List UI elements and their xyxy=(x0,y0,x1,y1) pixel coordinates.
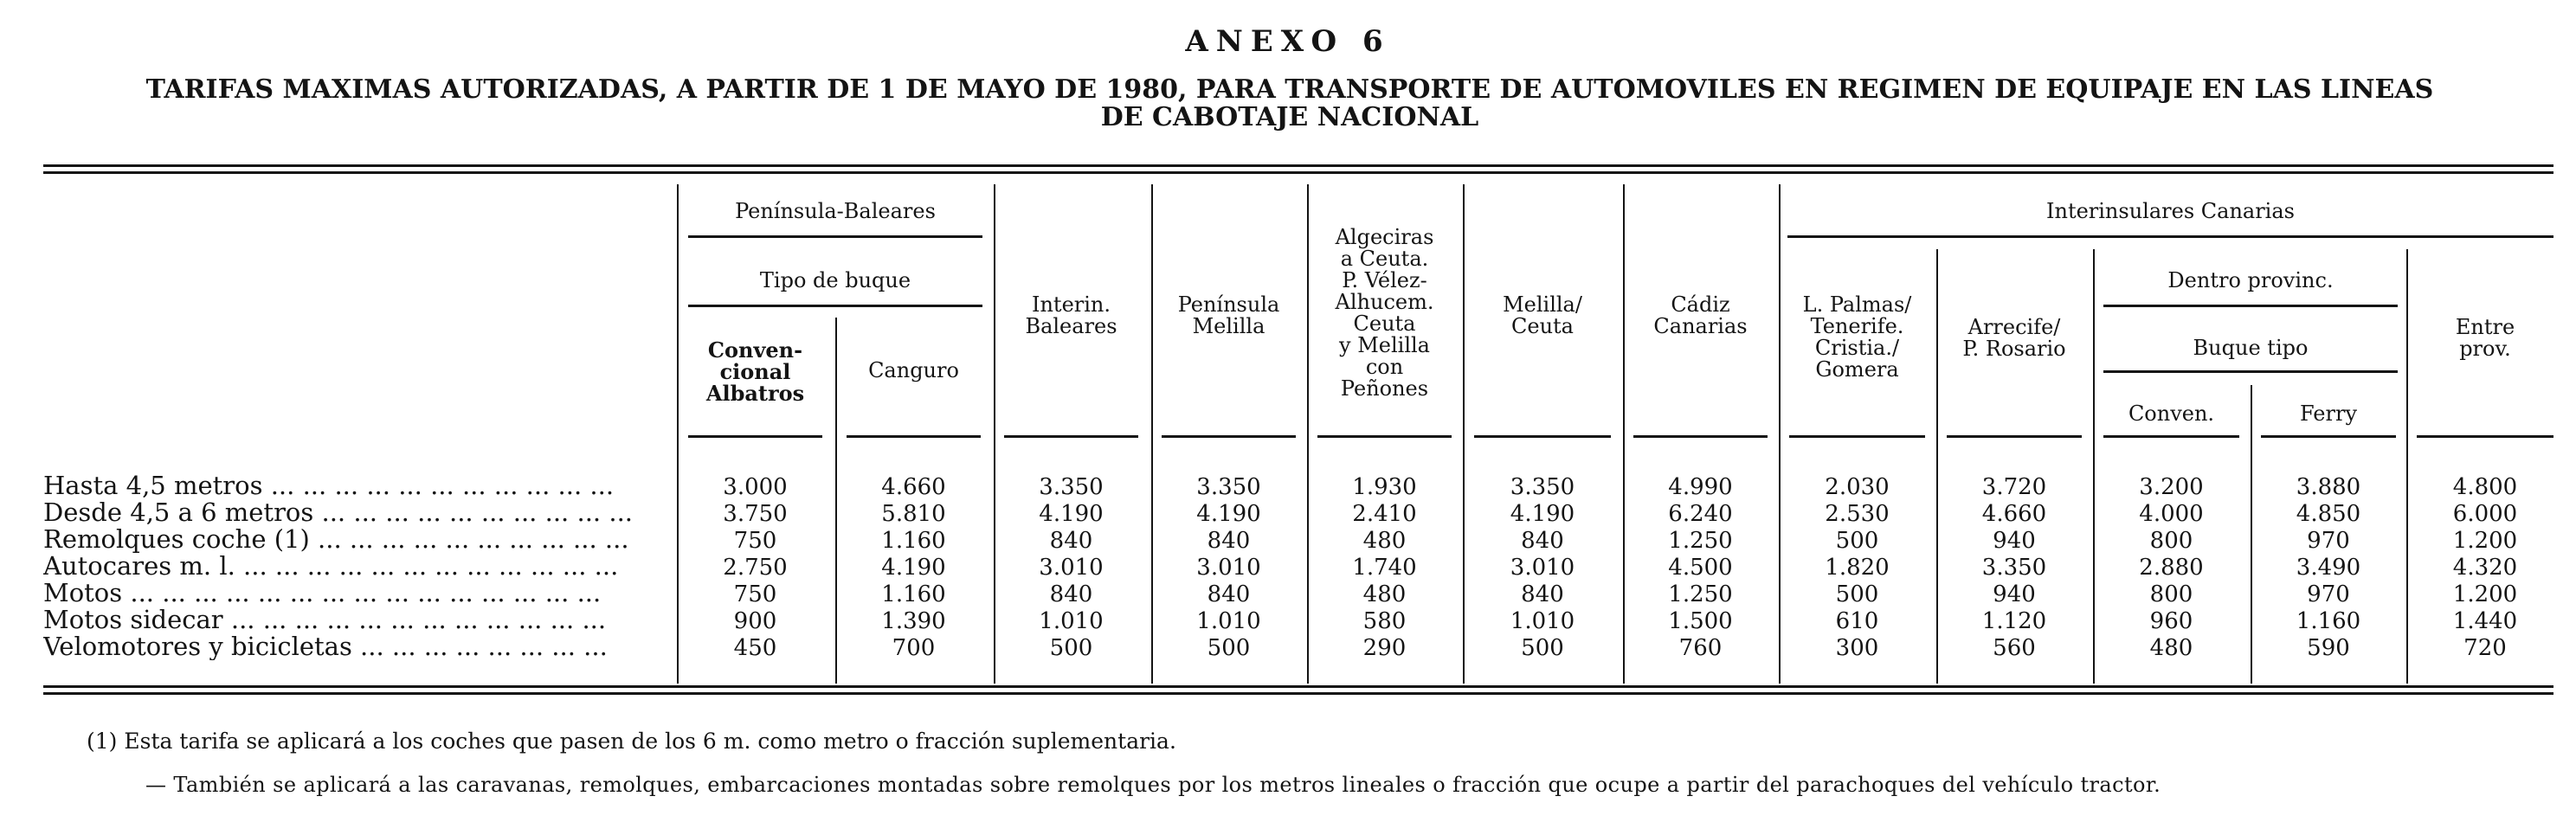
table-cell: 480 xyxy=(2149,635,2193,661)
header-rule xyxy=(2103,435,2239,438)
row-label: Motos sidecar ... ... ... ... ... ... ... ... ... ... ... ... xyxy=(43,607,607,633)
table-cell: 4.190 xyxy=(1039,501,1104,527)
table-cell: 1.440 xyxy=(2452,608,2518,634)
header-line: prov. xyxy=(2459,337,2511,361)
table-cell: 840 xyxy=(1207,581,1251,607)
header-line: Ceuta xyxy=(1353,311,1416,336)
header-line: Melilla xyxy=(1192,314,1265,338)
title-line-2: DE CABOTAJE NACIONAL xyxy=(1100,102,1479,132)
top-rule-inner xyxy=(43,171,2553,174)
table-cell: 700 xyxy=(892,635,936,661)
table-cell: 840 xyxy=(1521,528,1564,554)
table-cell: 5.810 xyxy=(881,501,946,527)
table-cell: 4.850 xyxy=(2296,501,2361,527)
table-cell: 4.660 xyxy=(1981,501,2047,527)
table-cell: 900 xyxy=(733,608,777,634)
header-rule xyxy=(2417,435,2553,438)
table-cell: 4.660 xyxy=(881,474,946,500)
group-rule xyxy=(2103,370,2398,373)
table-cell: 2.410 xyxy=(1352,501,1417,527)
header-line: Gomera xyxy=(1815,357,1899,382)
header-line: con xyxy=(1365,355,1404,379)
group-rule xyxy=(2103,305,2398,307)
table-cell: 750 xyxy=(733,581,777,607)
table-cell: 4.190 xyxy=(1510,501,1575,527)
annex-heading: ANEXO 6 xyxy=(1185,24,1391,59)
header-line: a Ceuta. xyxy=(1340,247,1429,271)
table-cell: 2.750 xyxy=(723,555,788,581)
header-line: Baleares xyxy=(1025,314,1117,338)
table-cell: 3.010 xyxy=(1039,555,1104,581)
divider xyxy=(677,184,679,684)
table-cell: 3.000 xyxy=(723,474,788,500)
table-cell: 1.010 xyxy=(1196,608,1261,634)
table-cell: 300 xyxy=(1835,635,1879,661)
table-cell: 450 xyxy=(733,635,777,661)
header-line: Peñones xyxy=(1340,376,1429,401)
table-cell: 4.000 xyxy=(2139,501,2204,527)
header-line: Conven- xyxy=(707,337,803,363)
table-cell: 940 xyxy=(1993,581,2036,607)
table-cell: 4.190 xyxy=(881,555,946,581)
header-line: Cristia./ xyxy=(1814,336,1900,360)
header-rule xyxy=(1162,435,1296,438)
table-cell: 480 xyxy=(1362,581,1407,607)
header-line: P. Vélez- xyxy=(1342,268,1427,292)
row-label: Velomotores y bicicletas ... ... ... ... ... ... ... ... xyxy=(43,633,608,660)
table-cell: 480 xyxy=(1362,528,1407,554)
header-melilla-ceuta xyxy=(1474,294,1611,337)
header-rule xyxy=(1474,435,1611,438)
header-lpalmas xyxy=(1789,294,1925,381)
header-rule xyxy=(847,435,981,438)
header-line: Ceuta xyxy=(1511,314,1574,338)
table-cell: 2.030 xyxy=(1825,474,1890,500)
table-cell: 3.750 xyxy=(723,501,788,527)
table-cell: 4.500 xyxy=(1668,555,1733,581)
header-line: Arrecife/ xyxy=(1967,315,2061,339)
table-cell: 3.720 xyxy=(1981,474,2047,500)
table-cell: 840 xyxy=(1049,528,1093,554)
header-interin-baleares xyxy=(1004,294,1138,337)
header-line: L. Palmas/ xyxy=(1802,292,1912,317)
header-line: Interin. xyxy=(1031,292,1111,317)
table-cell: 970 xyxy=(2307,528,2350,554)
group-rule xyxy=(688,305,982,307)
table-cell: 2.530 xyxy=(1825,501,1890,527)
table-cell: 3.490 xyxy=(2296,555,2361,581)
table-cell: 1.930 xyxy=(1352,474,1417,500)
header-line: P. Rosario xyxy=(1962,337,2066,361)
header-rule xyxy=(1947,435,2082,438)
header-convencional xyxy=(688,339,822,404)
table-cell: 720 xyxy=(2463,635,2507,661)
table-cell: 3.200 xyxy=(2139,474,2204,500)
header-line: Melilla/ xyxy=(1503,292,1582,317)
table-cell: 6.000 xyxy=(2452,501,2518,527)
header-line: y Melilla xyxy=(1339,333,1430,357)
divider xyxy=(1307,184,1309,684)
header-rule xyxy=(2261,435,2396,438)
header-line: Algeciras xyxy=(1335,225,1434,249)
bottom-rule xyxy=(43,685,2553,688)
title-line-1: TARIFAS MAXIMAS AUTORIZADAS, A PARTIR DE 1 DE MAYO DE 1980, PARA TRANSPORTE DE AUTOMOVILES EN REGIMEN DE EQUIPAJE EN LAS LINEAS xyxy=(145,74,2434,105)
table-cell: 3.880 xyxy=(2296,474,2361,500)
divider xyxy=(2093,249,2095,684)
header-line: Alhucem. xyxy=(1335,290,1434,314)
table-cell: 1.200 xyxy=(2452,528,2518,554)
divider xyxy=(994,184,995,684)
table-cell: 1.200 xyxy=(2452,581,2518,607)
header-line: Tenerife. xyxy=(1810,314,1904,338)
header-peninsula-melilla xyxy=(1162,294,1296,337)
table-cell: 4.190 xyxy=(1196,501,1261,527)
header-line: cional xyxy=(719,359,791,384)
header-line: Entre xyxy=(2455,315,2515,339)
table-cell: 2.880 xyxy=(2139,555,2204,581)
table-cell: 1.820 xyxy=(1825,555,1890,581)
row-label: Hasta 4,5 metros ... ... ... ... ... ... ... ... ... ... ... xyxy=(43,472,615,499)
divider xyxy=(1623,184,1625,684)
table-cell: 590 xyxy=(2307,635,2350,661)
table-cell: 1.160 xyxy=(2296,608,2361,634)
header-canguro: Canguro xyxy=(868,358,959,382)
header-cadiz-canarias xyxy=(1633,294,1768,337)
table-cell: 970 xyxy=(2307,581,2350,607)
header-peninsula-baleares: Península-Baleares xyxy=(735,199,936,223)
divider xyxy=(2406,249,2408,684)
header-rule xyxy=(1317,435,1452,438)
table-cell: 500 xyxy=(1835,581,1879,607)
group-rule xyxy=(688,235,982,238)
header-ferry: Ferry xyxy=(2299,401,2358,426)
table-cell: 1.740 xyxy=(1352,555,1417,581)
header-rule xyxy=(688,435,822,438)
table-cell: 1.120 xyxy=(1981,608,2047,634)
table-cell: 500 xyxy=(1207,635,1251,661)
table-cell: 4.320 xyxy=(2452,555,2518,581)
table-cell: 3.350 xyxy=(1039,474,1104,500)
footnote-2: — También se aplicará a las caravanas, remolques, embarcaciones montadas sobre remolques por los metros lineales o fracción que ocupe a partir del parachoques del vehículo tractor. xyxy=(145,773,2161,797)
divider xyxy=(1151,184,1153,684)
table-cell: 500 xyxy=(1521,635,1564,661)
top-rule xyxy=(43,164,2553,167)
table-cell: 3.010 xyxy=(1510,555,1575,581)
document-title xyxy=(113,76,2467,132)
header-tipo-buque: Tipo de buque xyxy=(759,268,911,292)
row-label: Autocares m. l. ... ... ... ... ... ... ... ... ... ... ... ... xyxy=(43,553,619,580)
table-cell: 580 xyxy=(1362,608,1407,634)
divider xyxy=(1779,184,1781,684)
table-cell: 1.010 xyxy=(1510,608,1575,634)
table-cell: 1.160 xyxy=(881,581,946,607)
table-cell: 1.160 xyxy=(881,528,946,554)
table-cell: 1.010 xyxy=(1039,608,1104,634)
table-cell: 940 xyxy=(1993,528,2036,554)
table-cell: 1.500 xyxy=(1668,608,1733,634)
table-cell: 960 xyxy=(2149,608,2193,634)
table-cell: 560 xyxy=(1993,635,2036,661)
table-cell: 800 xyxy=(2149,528,2193,554)
row-label: Desde 4,5 a 6 metros ... ... ... ... ... ... ... ... ... ... xyxy=(43,499,634,526)
header-conven: Conven. xyxy=(2128,401,2215,426)
table-cell: 800 xyxy=(2149,581,2193,607)
table-cell: 760 xyxy=(1678,635,1723,661)
table-cell: 500 xyxy=(1049,635,1093,661)
divider xyxy=(835,318,837,684)
header-rule xyxy=(1004,435,1138,438)
header-rule xyxy=(1633,435,1768,438)
divider xyxy=(1936,249,1938,684)
footnote-1: (1) Esta tarifa se aplicará a los coches que pasen de los 6 m. como metro o fracción suplementaria. xyxy=(87,729,1176,754)
table-cell: 3.350 xyxy=(1981,555,2047,581)
bottom-rule-inner xyxy=(43,692,2553,695)
header-line: Cádiz xyxy=(1671,292,1730,317)
table-cell: 4.990 xyxy=(1668,474,1733,500)
divider xyxy=(2251,385,2252,684)
header-algeciras xyxy=(1317,227,1452,400)
table-cell: 4.800 xyxy=(2452,474,2518,500)
table-cell: 3.010 xyxy=(1196,555,1261,581)
table-cell: 750 xyxy=(733,528,777,554)
header-interinsulares-canarias: Interinsulares Canarias xyxy=(2046,199,2295,223)
table-cell: 3.350 xyxy=(1510,474,1575,500)
table-cell: 6.240 xyxy=(1668,501,1733,527)
divider xyxy=(1463,184,1465,684)
row-label: Remolques coche (1) ... ... ... ... ... ... ... ... ... ... xyxy=(43,526,629,553)
group-rule xyxy=(1787,235,2553,238)
table-cell: 1.250 xyxy=(1668,528,1733,554)
table-cell: 1.390 xyxy=(881,608,946,634)
table-cell: 840 xyxy=(1049,581,1093,607)
header-line: Canarias xyxy=(1653,314,1748,338)
table-cell: 610 xyxy=(1835,608,1879,634)
header-line: Península xyxy=(1177,292,1280,317)
header-buque-tipo: Buque tipo xyxy=(2193,336,2309,360)
header-dentro-provinc: Dentro provinc. xyxy=(2167,268,2334,292)
row-label: Motos ... ... ... ... ... ... ... ... ... ... ... ... ... ... ... xyxy=(43,580,602,607)
table-cell: 840 xyxy=(1207,528,1251,554)
table-cell: 500 xyxy=(1835,528,1879,554)
table-cell: 290 xyxy=(1362,635,1407,661)
table-cell: 840 xyxy=(1521,581,1564,607)
header-entre-prov xyxy=(2417,317,2553,360)
table-cell: 1.250 xyxy=(1668,581,1733,607)
header-rule xyxy=(1789,435,1925,438)
table-cell: 3.350 xyxy=(1196,474,1261,500)
header-arrecife xyxy=(1947,317,2082,360)
header-line: Albatros xyxy=(705,381,805,406)
